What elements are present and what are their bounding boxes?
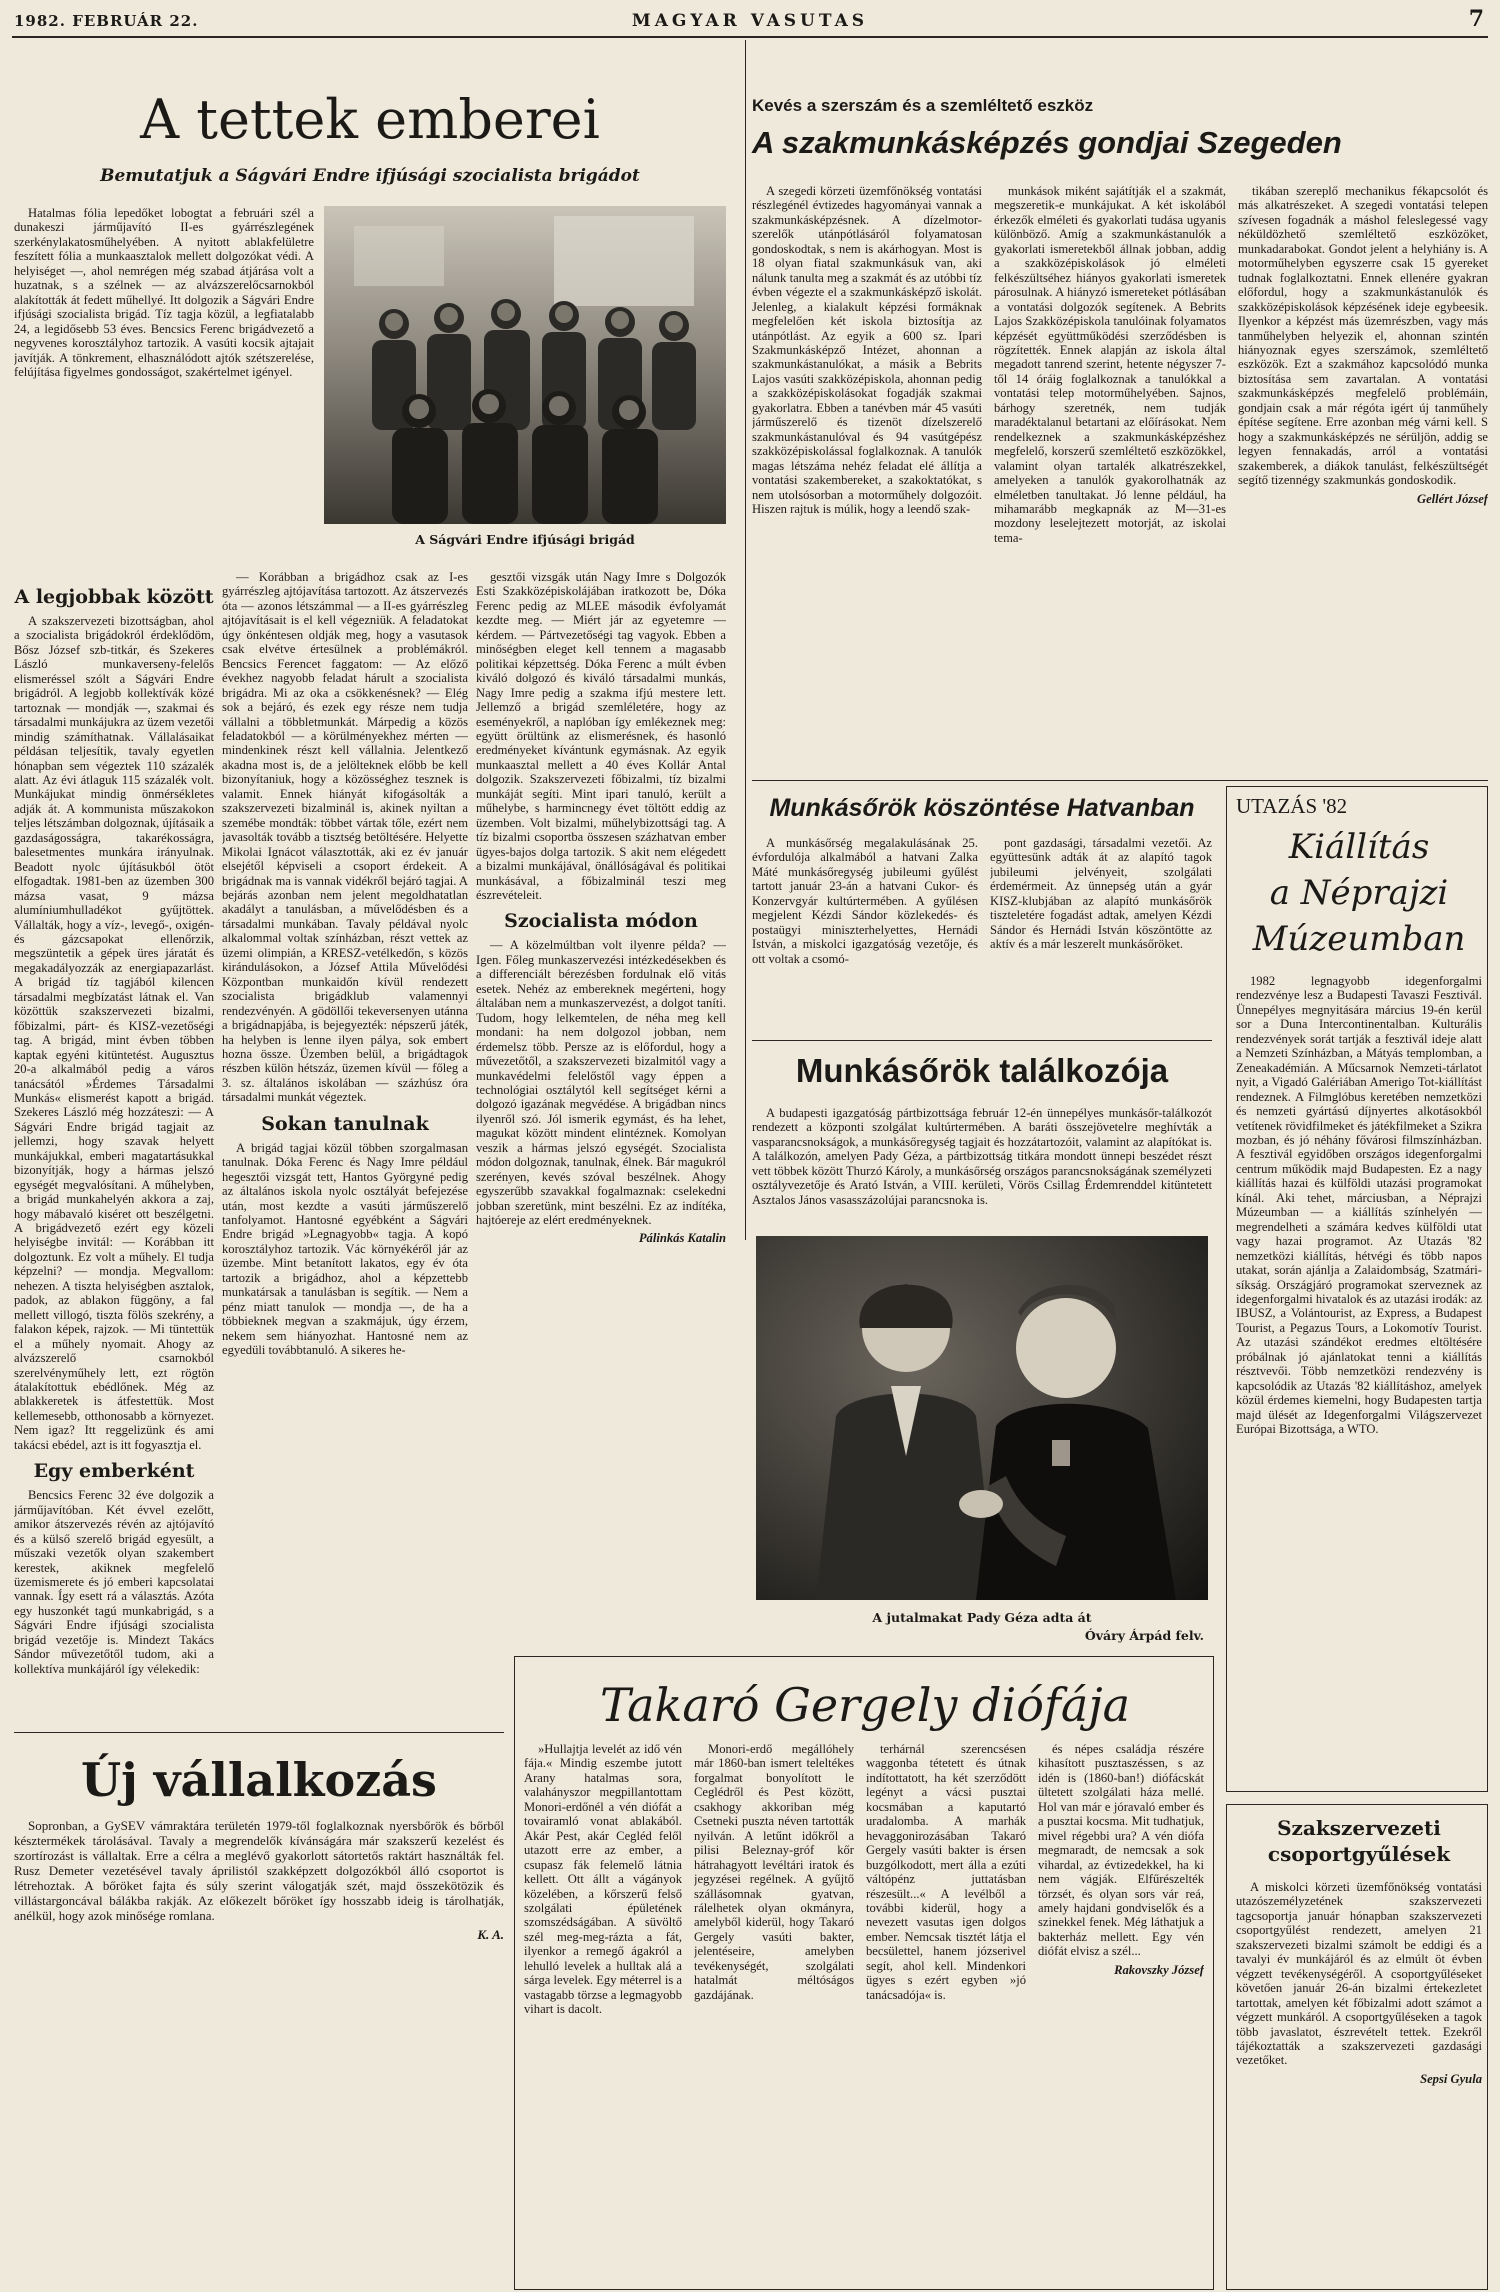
tettek-col2-text: — Korábban a brigádhoz csak az I-es gyárrészleg ajtójavítása tartozott. Az átszervezés óta — azonos létszámmal — a II-es gyárrészleg ajtójavításait is el kell végezniük. A feladatokat úgy önkéntesen oldják meg, hogy a vasutasok csak elvétve értesülnek a problémákról. Bencsics Ferencet faggatom: — Az előző évekhez nagyobb feladat hárult a szocialista brigádra. Mi az oka a csökkenésnek? — Elég sok a bejáró, és ezek egy része nem tudja vállalni a többletmunkát. Márpedig a közös feladatokból — a körülményekhez mérten — mindenkinek részt kell vállalnia. Jelentkező akadna most is, de a jelölteknek előbb be kell bizonyítaniuk, hogy a közösséghez tesznek is valamit. Ennek hiányát kifogásolták a szakszervezeti bizalminál is, akinek nyiltan a szemébe mondták: többet vártak tőle, ezért nem javasolták tovább a tisztség betöltésére. Helyette Mikolai Ignácot választották, aki ez év január elsejétől képviseli a csoport érdekeit. A brigádnak ma is vannak vidékről bejáró tagjai. A bejárás azonban nem jelent megoldhatatlan akadályt a tanulásban, a művelődésben és a társadalmi munkában. Tavaly példával nyolc alkalommal voltak színházban, részt vettek az üzemi olimpián, a KRESZ-vetélkedőn, s közös kirándulásokon, a József Attila Művelődési Központban munkaidőn kívül rendezett szocialista brigádklub valamennyi rendezvényén. A gödöllői tekeversenyen utánna a brigádnapjába, is bejegyezték: népszerű játék, ha helyben is lenne ilyen pálya, sok embert hozna össze. Üzemben belül, a brigádtagok részben külön hétszáz, üzemen kívül — főleg a 3. sz. általános iskolában — százhúsz óra társadalmi munkát végeztek. [222, 570, 468, 1105]
header-rule [12, 36, 1488, 38]
talalkozo-photo-credit: Óváry Árpád felv. [1084, 1628, 1204, 1643]
gergely-col2-text: Monori-erdő megállóhely már 1860-ban ismert teleltékes forgalmat bonyolított le Ceglédről és Pest között, csakhogy akkoriban még Csetneki puszta néven tartották nyilván. A letűnt időkről a pilisi Beleznay-gróf kőr hátrahagyott levéltári iratok és jegyzései regélnek. A gyűjtő szállásomnak gyatvan, rálelhetek olyan okmányra, amelyből kiderül, hogy Takaró Gergely vasúti bakter, jelentéseire, amelyben tevékenységét, szolgálati hatalmát méltóságos gazdájának. [694, 1742, 854, 2002]
talalkozo-body [752, 1106, 1212, 1228]
utazas-body [1236, 974, 1482, 1784]
header-date: 1982. FEBRUÁR 22. [14, 12, 199, 30]
vallalkozas-body [14, 1818, 504, 2108]
gergely-column-2 [694, 1742, 854, 2262]
csoport-signature: Sepsi Gyula [1420, 2071, 1482, 2086]
tettek-col2-end: A brigád tagjai közül többen szorgalmasan tanulnak. Dóka Ferenc és Nagy Imre például hegesztői vizsgát tett, Hantos Györgyné pedig az általános iskola nyolc osztályát befejezése után, most kezdte a vasúti járműszerelő tanfolyamot. Hantosné egyébként a Ságvári Endre brigád »Legnagyobb« tagja. A kopó korosztályhoz tartozik. Vác környékéről jár az üzembe. Mint betanított lakatos, egy év óta tartozik a brigádhoz, ahol a képzettebb munkatársak a tanulásban is segítik. — Nem a pénz miatt tanulok — mondja —, de ha a többieknek megvan a szakmájuk, úgy érzem, nekem sem hiányozhat. Hantosné nem az egyedüli továbbtanuló. A sikeres he- [222, 1140, 468, 1358]
talalkozo-title: Munkásőrök találkozója [795, 1052, 1169, 1089]
column-rule-main [745, 40, 746, 1240]
tettek-signature: Pálinkás Katalin [638, 1231, 726, 1246]
hatvan-column-2 [990, 836, 1212, 1026]
tettek-column-1 [14, 578, 214, 1728]
gergely-col1-text: »Hullajtja levelét az idő vén fája.« Mindig eszembe jutott Arany hatalmas sora, valahányszor megpillantottam Monori-erdőnél a vén diófát a tovairamló vonat ablakából. Akár Pest, akár Cegléd felől utazott erre az ember, a csupasz fák felemelő látnia kellett. Ott állt a vágányok közelében, a kőrszerű felső szolgálati épületének szomszédságában. A süvöltő szél meg-meg-rázta a fát, ilyenkor a remegő ágakról a lehulló levelek a hulltak alá a sárga levelek. Egy méterrel is a vastagabb törzse a legmagyobb vihart is dacolt. [524, 1742, 682, 2017]
csoport-title-l1: Szakszervezeti [1277, 1816, 1441, 1840]
tettek-sub-legjobbak: A legjobbak között [14, 586, 214, 608]
tettek-sub-egy-emberkent: Egy emberként [33, 1460, 195, 1483]
tettek-sub-szocialista-modon: Szocialista módon [504, 910, 698, 933]
talalkozo-photo [756, 1236, 1208, 1600]
szeged-col3-text: tikában szereplő mechanikus fékapcsolót és más alkatrészeket. A szegedi vontatási telepen szívesen fogadnák a máshol feleslegessé vagy néküldözhető szemléltető eszközöket, munkadarabokat. Gondot jelent a helyhiány is. A motorműhelyben egyszerre csak 15 gyereket tudnak foglalkoztatni. Ennek ellenére gyakran előfordul, hogy a szakmunkástanulók és szakközépiskolások képzésének ideje egybeesik. Ilyenkor a képzést más üzemrészben, vagy más tanműhelyben helyezik el, ahonnan szintén hiányoznak egyes szerszámok, szemléltető eszközök. Ezt a szakmához kapcsolódó munka biztosítása sem zavartalan. A vontatási szakmunkásképzés megfelelő problémáin, gondjain csak a már régóta igért új tanműhely építése segítene. Erre azonban még várni kell. S hogy a szakmunkásképzés ne sérüljön, addig se legyen fennakadás, arról a vontatási szakemberek, a diákok tanulást, felkészültségét segítő tizennégy szakmunkás gondoskodik. [1238, 184, 1488, 488]
brigade-photo-image [324, 206, 726, 524]
tettek-column-3 [476, 570, 726, 1710]
hatvan-col2-text: pont gazdasági, társadalmi vezetői. Az együttesünk adták át az alapító tagok jubileumi jelvényeit, szolgálati érdemérmeit. Az ünnepség után a gyár KISZ-klubjában az alapító munkásőrök tiszteletére fogadást adtak, amelyen Kézdi Sándor és Hernádi István köszöntötte az aktív és a már leszerelt munkásőröket. [990, 836, 1212, 952]
vallalkozas-top-rule [14, 1732, 504, 1733]
hatvan-title: Munkásőrök köszöntése Hatvanban [769, 794, 1195, 822]
tettek-sub-sokan-tanulnak: Sokan tanulnak [261, 1112, 429, 1135]
tettek-title: A tettek emberei [140, 88, 600, 151]
vallalkozas-text: Sopronban, a GySEV vámraktára területén 1979-től foglalkoznak nyersbőrök és bőrből késztermékek tárolásával. Tavaly a megrendelők kívánságára már szakszerű kezelést és szortírozást is vállaltak. Erre a célra a meglévő gyakorlott sátortetős raktárt használták fel. Rusz Demeter vezetésével tavaly áprilistól szakképzett dolgozókból álló csoportot is létrehoztak. A bőröket fajta és súly szerint válogatják szét, majd összekötözik és villástargoncával bálákba rakják. Az előkezelt bőröket így hosszabb ideig is tárolhatják, anélkül, hogy azok minősége romlana. [14, 1818, 504, 1923]
szeged-column-3 [1238, 184, 1488, 684]
header-paper-name: MAGYAR VASUTAS [631, 11, 869, 31]
tettek-column-2 [222, 570, 468, 1728]
utazas-title-l3: Múzeumban [1252, 919, 1466, 959]
szeged-column-2 [994, 184, 1226, 684]
gergely-title: Takaró Gergely diófája [599, 1678, 1131, 1732]
utazas-title-l1: Kiállítás [1288, 827, 1430, 867]
gergely-column-1 [524, 1742, 682, 2262]
vallalkozas-title: Új vállalkozás [81, 1753, 437, 1807]
gergely-column-4 [1038, 1742, 1204, 2282]
talalkozo-photo-image [756, 1236, 1208, 1600]
brigade-photo [324, 206, 726, 524]
szeged-bottom-rule [752, 780, 1488, 781]
hatvan-col1-text: A munkásőrség megalakulásának 25. évfordulója alkalmából a hatvani Zalka Máté munkásőregység jubileumi gyűlést tartott január 23-án a hatvani Cukor- és Konzervgyár kultúrtermében. A gyűlésen megjelent Kézdi Sándor közlekedés- és postaügyi miniszterhelyettes, Hernádi István, a miskolci igazgatóság vezetője, és ott voltak a csomó- [752, 836, 978, 966]
tettek-col1-text: A szakszervezeti bizottságban, ahol a szocialista brigádokról érdeklődöm, Bősz József szb-titkár, és Szekeres László munkaverseny-felelős elismeréssel szólt a Ságvári Endre brigádról. A legjobb kollektívák közé tartoznak — mondják —, szakmai és társadalmi munkájukra az üzem vezetői mindig számíthatnak. Vállalásaikat példásan teljesítik, tavaly egyetlen hónapban sem végeztek 110 százalék alatt. Az évi átlaguk 115 százalék volt. Munkájukat mindig önmérsékletes adják át. A kommunista műszakokon teljes létszámban dolgoznak, újításaik a gazdaságosságra, takarékosságra, balesetmentes munkára irányulnak. Beadott nyolc újításukból ötöt elfogadtak. 1981-ben az üzemben 300 mázsa vasat, 9 mázsa alumíniumhulladékot gyűjtöttek. Vállalták, hogy a víz-, levegő-, oxigén- és gázcsapokat ellenőrzik, megszüntetik a gépek üres járatát és megakadályozzák az energiapazarlást. A brigád tíz tagjából kilencen társadalmi megbízatást látnak el. Van közöttük szakszervezeti bizalmi, főbizalmi, párt- és KISZ-vezetőségi tag. A brigád, mint évben többen kaptak egyéni kitüntetést. Augusztus 20-a alkalmából pedig a város tanácsától »Érdemes Társadalmi Munkás« elismerést kapott a brigád. Szekeres László még hozzáteszi: — A Ságvári Endre brigád tagjait az jellemzi, hogy szavak helyett munkájukkal, emberi magatartásukkal bizonyítják, hogy a hármas jelszó egységét megvalósítani. A műhelyben, a brigád munkahelyén akkora a zaj, hogy mábavaló kiséret ott beszélgetni. A brigádvezető ezért egy közeli helyiségbe invitál: — Korábban itt dolgoztunk. Ez volt a műhely. El tudja képzelni? — mondja. Megvallom: nehezen. A tiszta helyiségben asztalok, padok, az ablakon függöny, a fal mellett villogó, tiszta fölös szekrény, a falakon képek, rajzok. — Mi tüntettük el a műhely nyomait. Ahogy az alvázszerelő csarnokból szerelvényműhely lett, ezt rögtön átalakítottuk ebédlőnek. Még az ablakkeretek is átfestettük. Most kellemesebb, otthonosabb a környezet. Nem igaz? Itt reggelizünk és ami takácsi ebédel, azt is itt fogyasztja el. [14, 614, 214, 1452]
utazas-kicker: UTAZÁS '82 [1236, 794, 1348, 818]
csoport-text: A miskolci körzeti üzemfőnökség vontatási utazószemélyzetének szakszervezeti tagcsoportja január hónapban szakszervezeti csoportgyűlést rendezett, amelyen 21 szakszervezeti bizalmi számolt be eddigi és a tavalyi év munkájáról és az elmúlt öt évben végzett tevékenységéről. A csoportgyűléseket követően január 26-án bizalmi értekezletet tartottak, amelyen két főbizalmi adott számot a végzett munkáról. A csoportgyűléseken a tagok több javaslatot, észrevételt tettek. Ezekről tájékoztatták a szakszervezeti gazdasági vezetőket. [1236, 1880, 1482, 2068]
csoport-body [1236, 1880, 1482, 2280]
header-page-number: 7 [1468, 6, 1484, 32]
hatvan-bottom-rule [752, 1040, 1212, 1041]
talalkozo-text: A budapesti igazgatóság pártbizottsága február 12-én ünnepélyes munkásőr-találkozót rendezett a központi szolgálat kultúrtermében. A baráti összejövetelre meghívták a vasparancsnokságok, a munkásőregység tagjait és hozzátartozóit, valamint az alapítókat is. A találkozón, amelyen Pady Géza, a pártbizottság titkára mondott ünnepi beszédet részt vett többek között Thurzó Károly, a munkásőrség országos parancsnokságának személyzeti osztályvezetője és Arató István, a VIII. kerületi, Vörös Csillag Érdemrenddel kitüntetett Asztalos János vasasszázolújai parancsnoka is. [752, 1106, 1212, 1207]
szeged-col2-text: munkások miként sajátítják el a szakmát, megszeretik-e munkájukat. A két iskolából érkezők elméleti és gyakorlati tudása ugyanis különböző. Amíg a szakmunkástanulók a gyakorlati ismeretekből állnak jobban, addig a szakközépiskolások jó elméleti felkészültséhez hiányos gyakorlati ismeretek párosulnak. A hiányzó ismereteket pótlásában a vontatási dolgozók segítenek. A Bebrits Lajos Szakközépiskola tanulóinak folyamatos képzését együttműködési szerződésben is rögzítették. Ennek alapján az iskola által megadott tanrend szerint, hetente négyszer 7-től 14 óráig foglalkoznak a tanulókkal a vontatási telep motorműhelyében. Sajnos, bárhogy szeretnék, nem tudják maradéktalanul betartani az előírásokat. Nem rendelkeznek a szakmunkásképzéshez megfelelő, korszerű szemléltető eszközökkel, valamint olyan tartalék alkatrészekkel, amelyeken a tanulók gyakorolhatnák az elméletben tanultakat. Jó lenne például, ha mihamarább megkapnák az M—31-es mozdony leselejtezett motorját, az iskolai tema- [994, 184, 1226, 545]
tettek-col1-end: Bencsics Ferenc 32 éve dolgozik a járműjavítóban. Két évvel ezelőtt, amikor átszervezés révén az ajtójavító és a külső szerelő brigád egyesült, a műszaki vezetők olyan szakembert kerestek, akiknek megfelelő üzemismerete és jó emberi kapcsolatai vannak. Így esett rá a választás. Azóta egy huszonkét tagú munkabrigád, s a Ságvári Endre ifjúsági szocialista brigád vezetője is. Mindezt Takács Sándor művezetőtől tudom, aki a kollektíva munkájáról így vélekedik: [14, 1488, 214, 1676]
szeged-column-1 [752, 184, 982, 684]
tettek-intro [14, 206, 314, 578]
tettek-col3-text: gesztői vizsgák után Nagy Imre s Dolgozók Esti Szakközépiskolájában iratkozott be, Dóka Ferenc pedig az MLEE második évfolyamát kezdte meg. — Miért jár az egyetemre — kérdem. — Pártvezetőségi tag vagyok. Ebben a minőségben eleget kell tennem a magasabb politikai képzettség. Dóka Ferenc a múlt évben kiváló dolgozó és kiváló társadalmi munkás, Nagy Imre pedig a szakma ifjú mestere lett. Jellemző a brigád szemléletére, hogy az eseményekről, a naplóban így emlékeznek meg: együtt örültünk az elismerésnek, és hasonló eredményeket kívántunk egymásnak. Az egyik munkaasztal mellett a 40 éves Kollár Antal dolgozik. Szakszervezeti főbizalmi, tíz bizalmi munkáját segíti. Mint ipari tanuló, került a műhelybe, s harmincnegy évet töltött eddig az üzemben. Volt bizalmi, műhelybizottsági tag. A tíz bizalmi csoportba összesen százhatvan ember ügyes-bajos dolga tartozik. S akit nem elégedett a bizalmi munkájával, önállóságával és politikai munkásával, a főbizalminál teszi meg észrevételeit. [476, 570, 726, 902]
szeged-title: A szakmunkásképzés gondjai Szegeden [752, 125, 1342, 160]
csoport-title-l2: csoportgyűlések [1267, 1842, 1451, 1866]
tettek-subtitle: Bemutatjuk a Ságvári Endre ifjúsági szocialista brigádot [100, 166, 640, 186]
utazas-title-l2: a Néprajzi [1269, 873, 1449, 913]
utazas-text: 1982 legnagyobb idegenforgalmi rendezvénye lesz a Budapesti Tavaszi Fesztivál. Ünnepélyes megnyitására március 19-én kerül sor a Duna Intercontinentalban. Kulturális rendezvények sorát tartják a fesztivál ideje alatt a Nemzeti Színházban, a Mátyás templomban, a Zeneakadémián. A Műcsarnok Nemzeti-tárlatot nyit, a Vigadó Galériában Amerigo Tot-kiállítást rendeznek. A Filmglóbus keretében nemzetközi és nemzeti gyártású díjnyertes alkotásokból vetítenek rövidfilmeket és játékfilmeket a Szikra mozban, és jó néhány fővárosi filmszínházban. A fesztivál egyidőben országos idegenforgalmi centrum működik majd Budapesten. Ez a nagy kiállítás hazai és külföldi utazási programokat kínál. Aki tehet, márciusban, a Néprajzi Múzeumban — a kiállítás színhelyén — megrendelheti a számára kedves külföldi utat vagy hazai programot. Az Utazás '82 nemzetközi kiállítás, hétvégi és több napos utakat, során ajánlja a Zalaidombság, Szatmári-síkság. Országjáró programokat szerveznek az idegenforgalmi hivatalok és az utazási irodák: az IBUSZ, a Volántourist, az Express, a Budapest Tourist, a Pegazus Tours, a Lokomotív Tourist. Az utazási szándékot eredmes eltöltésére próbálnak jó ajánlatokat tenni a kiállítás résztvevői. Több nemzetközi rendezvény is kapcsolódik az Utazás '82 kiállításhoz, amelyek közül érdemes kiemelni, hogy Budapesten tartja majd ülését az Idegenforgalmi Világszervezet Európai Bizottsága, a WTO. [1236, 974, 1482, 1437]
gergely-column-3 [866, 1742, 1026, 2262]
vallalkozas-signature: K. A. [477, 1927, 504, 1942]
szeged-signature: Gellért József [1417, 491, 1488, 506]
talalkozo-photo-caption: A jutalmakat Pady Géza adta át [872, 1610, 1092, 1625]
gergely-signature: Rakovszky József [1114, 1962, 1204, 1977]
tettek-intro-text: Hatalmas fólia lepedőket lobogtat a februári szél a dunakeszi járműjavító II-es gyárrészlegének szerkénylakatosműhelyében. A nyitott ablakfelületre feszített fólia a munkaasztalok mellett dolgozókat védi. A helyiséget —, ahol nemrégen még szabad átjárása volt a huzatnak, s a szélnek — az alvázszerelőcsarnokból alakították át fedett műhellyé. Itt dolgozik a Ságvári Endre ifjúsági szocialista brigád. Tíz tagja közül, a legfiatalabb 24, a legidősebb 53 éves. Bencsics Ferenc brigádvezető a negyvenes korosztályhoz tartozik. A vasúti kocsik ajtajait javítják. A tönkrement, elhasználódott ajtók szétszerelése, felújítása figyelmes gondosságot, szakértelmet igényel. [14, 206, 314, 379]
brigade-photo-caption: A Ságvári Endre ifjúsági brigád [415, 532, 635, 547]
hatvan-column-1 [752, 836, 978, 1026]
szeged-kicker: Kevés a szerszám és a szemléltető eszköz [752, 96, 1094, 115]
gergely-col3-text: terhárnál szerencsésen waggonba tétetett és útnak indítottatott, ha két szerződött legényt a vácsi pusztai kocsmában a kaputartó uradalomba. A marhák hevaggonirozásában Takaró Gergely vasúti bakter is érsen buzgólkodott, mert álla a ezúti váltópénz juttatásban részesült...« A levélből a további kiderül, hogy a nevezett vasutas igen dolgos ember. Nemcsak tisztét látja el becsülettel, hanem józserivel segít, ahol kell. Mindenkori ügyes s ezért egyben »jó tanácsadója« is. [866, 1742, 1026, 2002]
gergely-col4-text: és népes családja részére kihasított pusztaszéssen, s az idén is (1860-ban!) diófácskát ültetett szolgálati háza mellé. Hol van már e jóravaló ember és a pusztai kocsma. Mit tudhatjuk, mivel régebbi ura? A vén diófa megmaradt, de nemcsak a sok vihardal, az évtizedekkel, ha ki nem vágják. Elfűrészelték törzsét, és olyan sors vár reá, amely hajdani gondviselők és a szinekkel fenek. Még láthatjuk a bakterház mellett. Egy vén diófát elvisz a szél... [1038, 1742, 1204, 1959]
tettek-col3-end: — A közelmúltban volt ilyenre példa? — Igen. Főleg munkaszervezési intézkedésekben és a differenciált bérezésben fordulnak elő vitás esetek. Nehéz az embereknek megérteni, hogy általában nem a munkaszervezést, a dolgot taníti. Tudom, hogy lelkemtelen, de néha meg kell mondani: ha nem dolgozol jobban, nem érdemelsz több. Persze az is előfordul, hogy a művezetőtől, a szakszervezeti bizalmitól vagy a munkavédelmi felelőstől vagy éppen a technológiai osztálytól kell segítséget kérni a dolgozó igazának megvédése. A brigádban nincs ilyenről szó. Jól ismerik egymást, és ha lehet, magukat között mindent elintéznek. Komolyan veszik a hármas jelszó egységét. Szocialista módon dolgoznak, tanulnak, élnek. Bár magukról szerényen, kevés szóval beszélnek. Ahogy egyszerűbb szavakkal fogalmaznak: cselekedni jobban szeretünk, mint beszélni. Ez az indítéka, hajtóereje az elért eredményeknek. [476, 938, 726, 1228]
szeged-col1-text: A szegedi körzeti üzemfőnökség vontatási részlegénél évtizedes hagyományai vannak a szakmunkásképzésnek. A dízelmotor-szerelők utánpótlásáról folyamatosan gondoskodtak, s nem is akárhogyan. Most is 18 olyan fiatal szakmunkásuk van, aki nálunk tanulta meg a szakmát és az utóbbi tíz évben végezte el a szakmunkásképző iskolát. Jelenleg, a kialakult képzési formáknak megfelelően két iskola biztosítja az utánpótlást. Az egyik a 600 sz. Ipari Szakmunkásképző Intézet, ahonnan a szakmunkástanulókat, a másik a Bebrits Lajos vasúti szakközépiskola, ahonnan pedig a szakközépiskolásokat fogadják szakmai gyakorlatra. Ebben a tanévben már 45 vasúti járműszerelő és tizenöt dízelszerelő szakmunkástanulóval és 94 vasútgépész szakközépiskolással foglalkoznak. A tanulók magas létszáma nehéz feladat elé állítja a vontatási szakembereket, a szakoktatókat, s nem utolsósorban a motorműhely dolgozóit. Hiszen rajtuk is múlik, hogy a leendő szak- [752, 184, 982, 516]
